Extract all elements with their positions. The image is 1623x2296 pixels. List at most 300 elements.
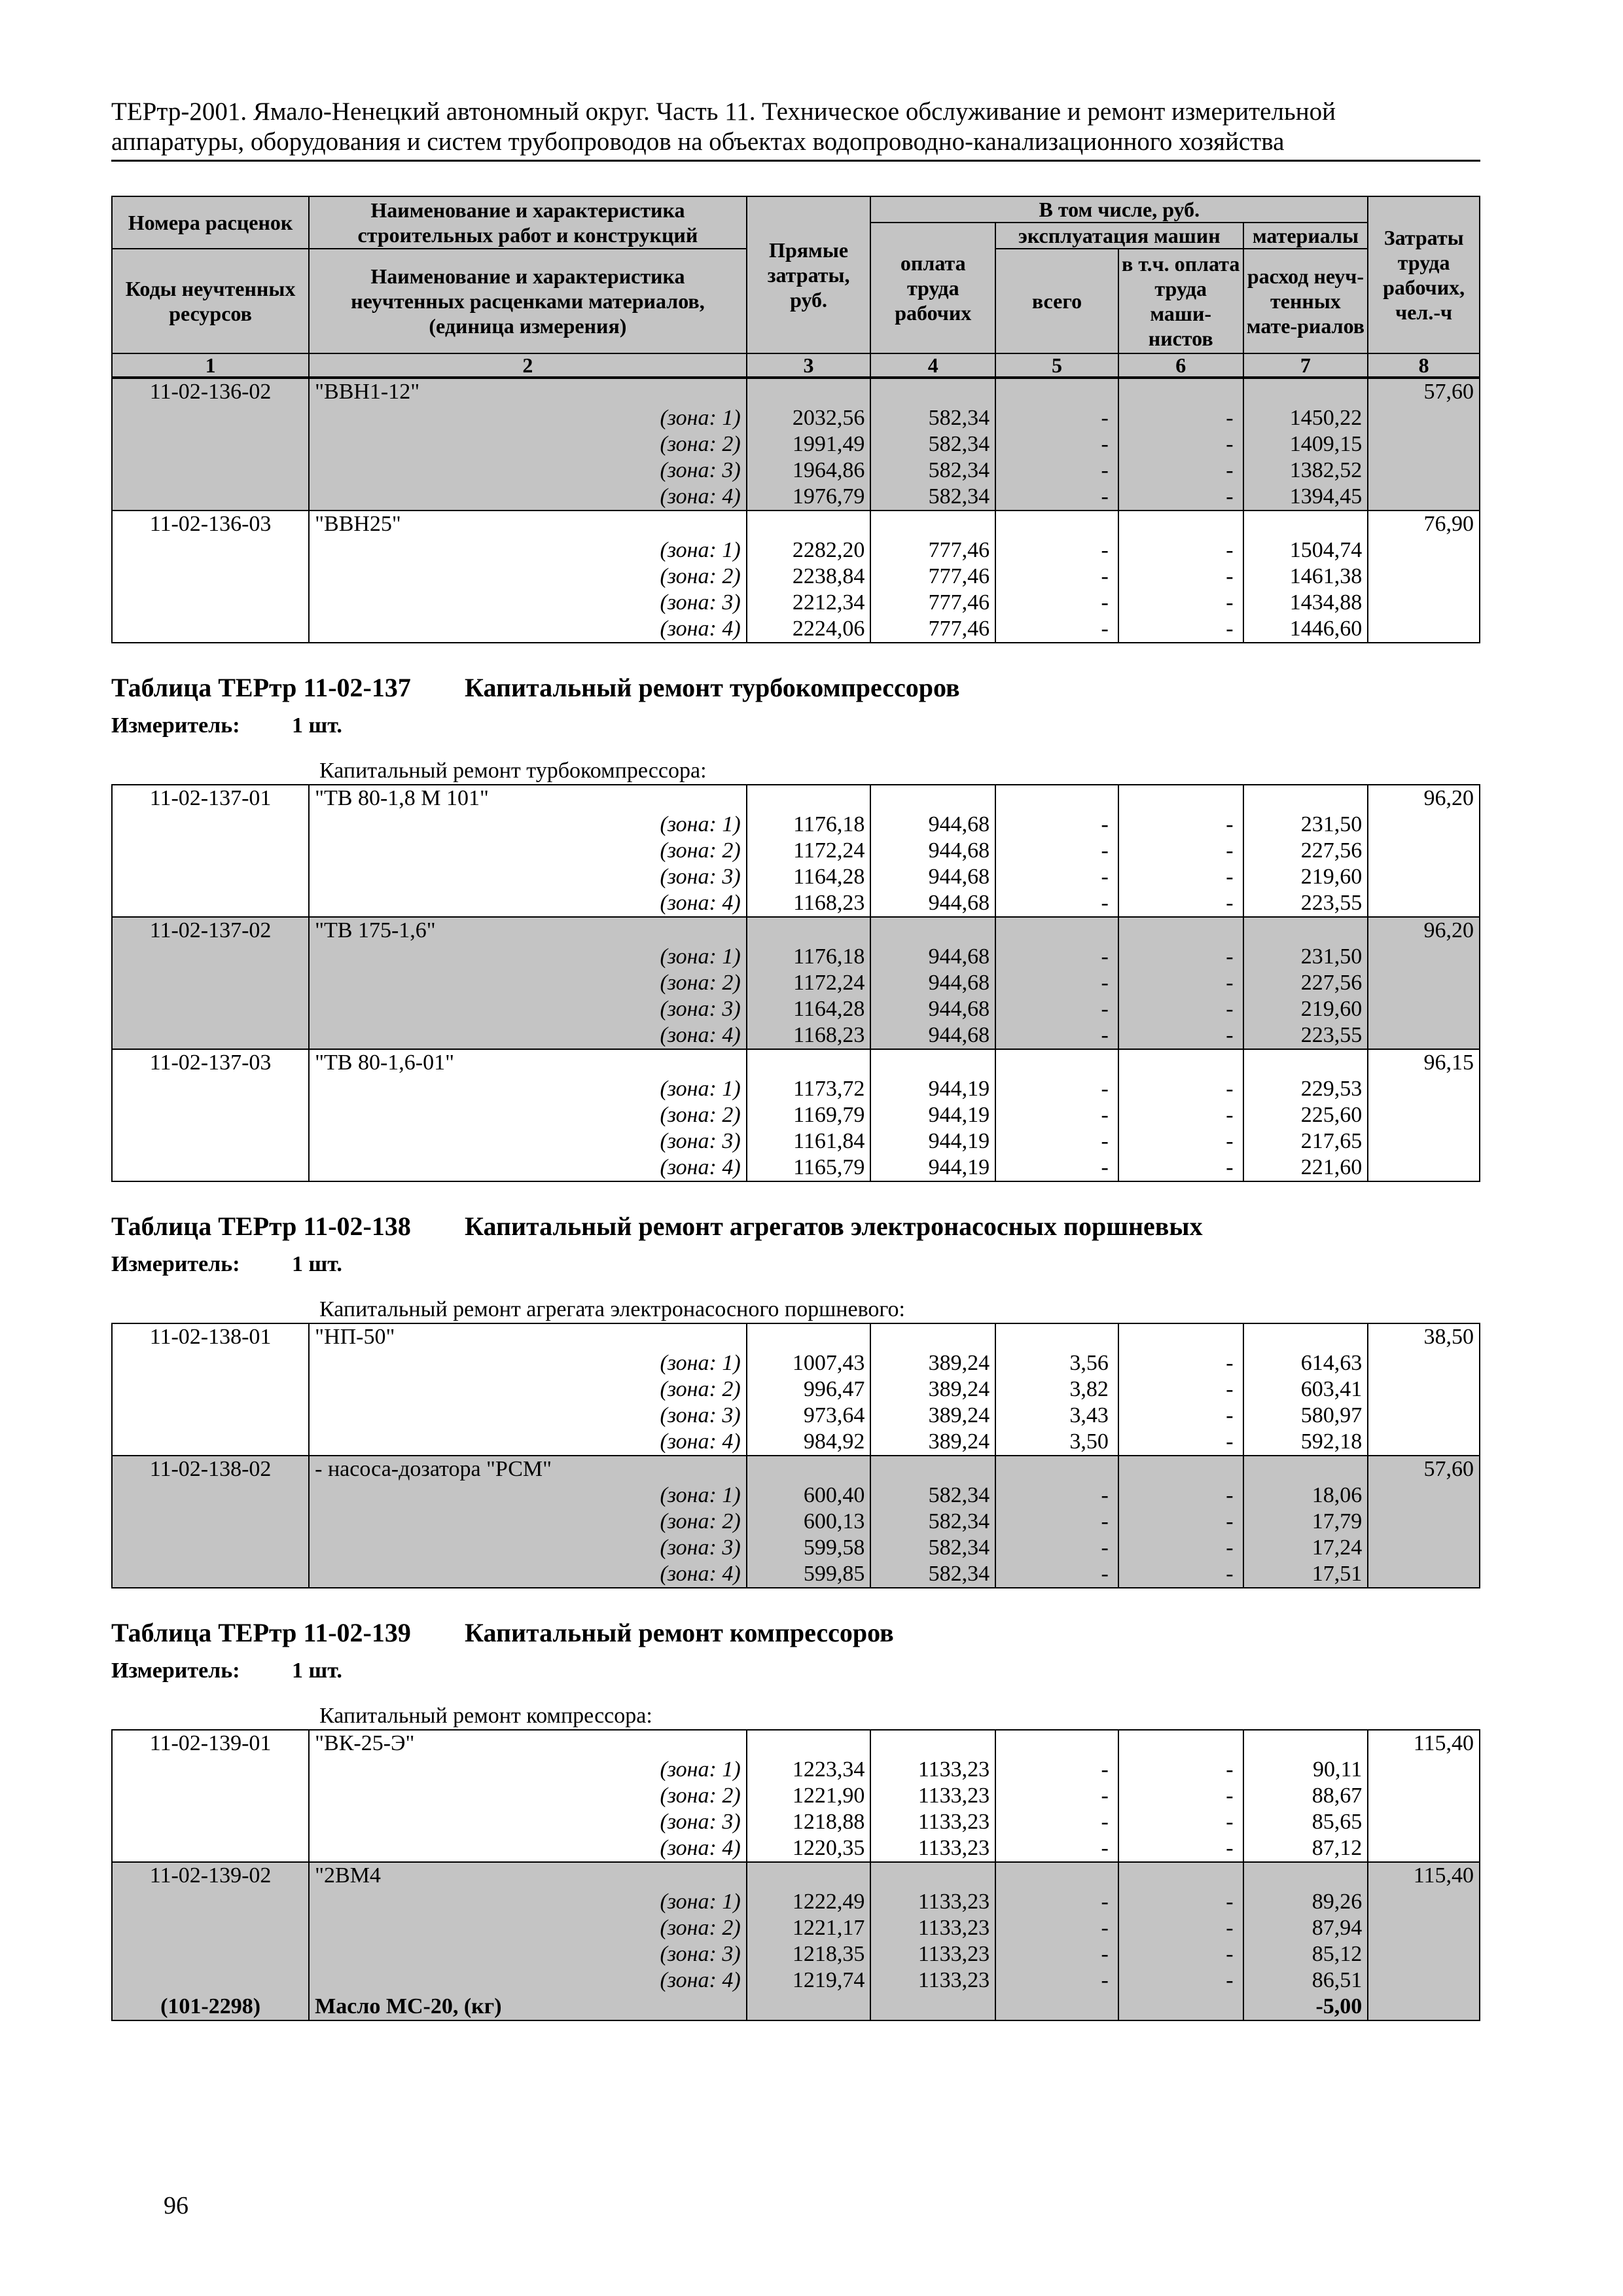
labor-cost: 96,20 — [1368, 785, 1480, 812]
machinist-wages: - — [1118, 1482, 1243, 1509]
rate-name: "ВВН1-12" — [309, 378, 747, 405]
direct-costs: 1172,24 — [747, 838, 871, 864]
header-machine-operation: эксплуатация машин — [995, 223, 1243, 249]
section-table-code: Таблица ТЕРтр 11-02-138 — [111, 1211, 411, 1241]
material-costs: 219,60 — [1243, 864, 1368, 890]
section-title — [111, 1211, 1480, 1242]
zone-label: (зона: 2) — [309, 1915, 747, 1941]
zone-row — [112, 1022, 1480, 1049]
empty-cell — [112, 1535, 309, 1561]
empty-cell — [1243, 917, 1368, 944]
empty-cell — [112, 944, 309, 970]
zone-label: (зона: 1) — [309, 405, 747, 431]
empty-cell — [112, 1155, 309, 1181]
machinist-wages: - — [1118, 838, 1243, 864]
empty-cell — [1368, 590, 1480, 616]
empty-cell — [112, 1889, 309, 1915]
empty-cell — [1243, 1730, 1368, 1757]
direct-costs: 599,85 — [747, 1561, 871, 1588]
machinist-wages: - — [1118, 1941, 1243, 1967]
direct-costs: 1964,86 — [747, 457, 871, 484]
header-resource-codes: Коды неучтенных ресурсов — [112, 249, 309, 353]
material-costs: 17,51 — [1243, 1561, 1368, 1588]
zone-row — [112, 1783, 1480, 1809]
material-costs: 86,51 — [1243, 1967, 1368, 1994]
unaccounted-material-row — [112, 1994, 1480, 2020]
empty-cell — [1368, 1915, 1480, 1941]
empty-cell — [1368, 484, 1480, 511]
empty-cell — [995, 1456, 1118, 1482]
section-table-name: Капитальный ремонт турбокомпрессоров — [465, 673, 960, 702]
zone-label: (зона: 1) — [309, 1482, 747, 1509]
machinist-wages: - — [1118, 1350, 1243, 1376]
material-costs: 225,60 — [1243, 1102, 1368, 1128]
empty-cell — [995, 1323, 1118, 1350]
worker-wages: 1133,23 — [870, 1889, 995, 1915]
empty-cell — [1368, 1889, 1480, 1915]
zone-row — [112, 564, 1480, 590]
machinist-wages: - — [1118, 537, 1243, 564]
machine-costs: 3,82 — [995, 1376, 1118, 1403]
worker-wages: 777,46 — [870, 537, 995, 564]
rate-group-row — [112, 378, 1480, 405]
direct-costs: 1219,74 — [747, 1967, 871, 1994]
material-costs: 614,63 — [1243, 1350, 1368, 1376]
zone-row — [112, 1509, 1480, 1535]
rate-name: "НП-50" — [309, 1323, 747, 1350]
zone-label: (зона: 3) — [309, 1128, 747, 1155]
section-measure — [111, 1659, 1480, 1683]
empty-cell — [1368, 944, 1480, 970]
zone-label: (зона: 4) — [309, 484, 747, 511]
header-including: В том числе, руб. — [870, 196, 1368, 223]
empty-cell — [1368, 1994, 1480, 2020]
labor-cost: 96,15 — [1368, 1049, 1480, 1076]
empty-cell — [112, 1482, 309, 1509]
material-consumption: -5,00 — [1243, 1994, 1368, 2020]
zone-row — [112, 1128, 1480, 1155]
machinist-wages: - — [1118, 970, 1243, 996]
empty-cell — [1368, 1535, 1480, 1561]
empty-cell — [995, 511, 1118, 537]
machinist-wages: - — [1118, 1889, 1243, 1915]
zone-label: (зона: 2) — [309, 1509, 747, 1535]
zone-row — [112, 431, 1480, 457]
empty-cell — [1368, 564, 1480, 590]
material-costs: 1434,88 — [1243, 590, 1368, 616]
empty-cell — [1368, 838, 1480, 864]
direct-costs: 599,58 — [747, 1535, 871, 1561]
empty-cell — [870, 378, 995, 405]
empty-cell — [112, 838, 309, 864]
machinist-wages: - — [1118, 1155, 1243, 1181]
direct-costs: 1221,90 — [747, 1783, 871, 1809]
direct-costs: 1222,49 — [747, 1889, 871, 1915]
document-page — [111, 97, 1480, 2021]
machinist-wages: - — [1118, 1535, 1243, 1561]
direct-costs: 1991,49 — [747, 431, 871, 457]
machine-costs: - — [995, 457, 1118, 484]
empty-cell — [112, 1509, 309, 1535]
rate-table — [111, 378, 1480, 643]
empty-cell — [1243, 1049, 1368, 1076]
empty-cell — [112, 1757, 309, 1783]
empty-cell — [1368, 537, 1480, 564]
empty-cell — [995, 1862, 1118, 1889]
empty-cell — [1368, 1350, 1480, 1376]
empty-cell — [870, 1994, 995, 2020]
machinist-wages: - — [1118, 812, 1243, 838]
empty-cell — [1368, 1429, 1480, 1456]
direct-costs: 600,40 — [747, 1482, 871, 1509]
material-costs: 87,94 — [1243, 1915, 1368, 1941]
worker-wages: 944,68 — [870, 864, 995, 890]
empty-cell — [1243, 1456, 1368, 1482]
machinist-wages: - — [1118, 1102, 1243, 1128]
empty-cell — [870, 1862, 995, 1889]
material-costs: 1409,15 — [1243, 431, 1368, 457]
machine-costs: - — [995, 1967, 1118, 1994]
empty-cell — [1368, 431, 1480, 457]
material-costs: 227,56 — [1243, 970, 1368, 996]
material-costs: 217,65 — [1243, 1128, 1368, 1155]
empty-cell — [112, 1128, 309, 1155]
rate-group-row — [112, 785, 1480, 812]
worker-wages: 1133,23 — [870, 1835, 995, 1862]
rate-name: - насоса-дозатора "РСМ" — [309, 1456, 747, 1482]
worker-wages: 582,34 — [870, 431, 995, 457]
zone-label: (зона: 2) — [309, 1783, 747, 1809]
zone-label: (зона: 3) — [309, 1941, 747, 1967]
machine-costs: - — [995, 1889, 1118, 1915]
zone-row — [112, 1561, 1480, 1588]
empty-cell — [1118, 1323, 1243, 1350]
direct-costs: 1223,34 — [747, 1757, 871, 1783]
empty-cell — [112, 1076, 309, 1102]
zone-label: (зона: 4) — [309, 890, 747, 917]
material-costs: 231,50 — [1243, 812, 1368, 838]
empty-cell — [112, 564, 309, 590]
col-number: 1 — [112, 353, 309, 377]
rate-group-row — [112, 511, 1480, 537]
direct-costs: 2224,06 — [747, 616, 871, 643]
material-name: Масло МС-20, (кг) — [309, 1994, 747, 2020]
col-number: 3 — [747, 353, 871, 377]
direct-costs: 1218,88 — [747, 1809, 871, 1835]
empty-cell — [1118, 917, 1243, 944]
col-number: 4 — [870, 353, 995, 377]
col-number: 8 — [1368, 353, 1480, 377]
labor-cost: 76,90 — [1368, 511, 1480, 537]
direct-costs: 1164,28 — [747, 864, 871, 890]
zone-row — [112, 1350, 1480, 1376]
material-costs: 603,41 — [1243, 1376, 1368, 1403]
zone-label: (зона: 1) — [309, 537, 747, 564]
empty-cell — [112, 1022, 309, 1049]
zone-label: (зона: 4) — [309, 1967, 747, 1994]
zone-label: (зона: 2) — [309, 1376, 747, 1403]
header-direct-costs: Прямые затраты, руб. — [747, 196, 871, 353]
header-work-name: Наименование и характеристика строительных работ и конструкций — [309, 196, 747, 249]
material-costs: 580,97 — [1243, 1403, 1368, 1429]
direct-costs: 1168,23 — [747, 890, 871, 917]
rate-code: 11-02-136-03 — [112, 511, 309, 537]
machinist-wages: - — [1118, 996, 1243, 1022]
machinist-wages: - — [1118, 564, 1243, 590]
zone-label: (зона: 4) — [309, 1835, 747, 1862]
zone-label: (зона: 3) — [309, 864, 747, 890]
direct-costs: 1165,79 — [747, 1155, 871, 1181]
zone-row — [112, 890, 1480, 917]
empty-cell — [870, 785, 995, 812]
empty-cell — [995, 378, 1118, 405]
worker-wages: 944,68 — [870, 970, 995, 996]
empty-cell — [747, 511, 871, 537]
material-costs: 89,26 — [1243, 1889, 1368, 1915]
machinist-wages: - — [1118, 1022, 1243, 1049]
empty-cell — [112, 996, 309, 1022]
empty-cell — [1368, 1835, 1480, 1862]
machine-costs: - — [995, 1561, 1118, 1588]
worker-wages: 944,68 — [870, 996, 995, 1022]
empty-cell — [1243, 1323, 1368, 1350]
direct-costs: 1007,43 — [747, 1350, 871, 1376]
direct-costs: 1168,23 — [747, 1022, 871, 1049]
zone-row — [112, 1376, 1480, 1403]
zone-label: (зона: 4) — [309, 1022, 747, 1049]
empty-cell — [870, 1049, 995, 1076]
empty-cell — [1368, 1155, 1480, 1181]
header-machines-total: всего — [995, 249, 1118, 353]
rate-table — [111, 1729, 1480, 2021]
direct-costs: 2282,20 — [747, 537, 871, 564]
header-material-name: Наименование и характеристика неучтенных расценками материалов, (единица измерения) — [309, 249, 747, 353]
zone-label: (зона: 2) — [309, 1102, 747, 1128]
material-costs: 17,24 — [1243, 1535, 1368, 1561]
measure-label: Измеритель: — [111, 1659, 240, 1683]
material-costs: 1450,22 — [1243, 405, 1368, 431]
direct-costs: 1161,84 — [747, 1128, 871, 1155]
zone-label: (зона: 2) — [309, 564, 747, 590]
rate-group-row — [112, 1730, 1480, 1757]
machinist-wages: - — [1118, 1783, 1243, 1809]
empty-cell — [747, 1049, 871, 1076]
rate-name: "ТВ 80-1,6-01" — [309, 1049, 747, 1076]
worker-wages: 944,19 — [870, 1128, 995, 1155]
zone-label: (зона: 3) — [309, 1403, 747, 1429]
zone-label: (зона: 1) — [309, 944, 747, 970]
empty-cell — [112, 537, 309, 564]
rate-code: 11-02-137-02 — [112, 917, 309, 944]
empty-cell — [1368, 1509, 1480, 1535]
labor-cost: 57,60 — [1368, 378, 1480, 405]
zone-label: (зона: 3) — [309, 1809, 747, 1835]
empty-cell — [1368, 1102, 1480, 1128]
worker-wages: 1133,23 — [870, 1967, 995, 1994]
empty-cell — [1368, 996, 1480, 1022]
machinist-wages: - — [1118, 890, 1243, 917]
rate-name: "ВК-25-Э" — [309, 1730, 747, 1757]
zone-label: (зона: 4) — [309, 1429, 747, 1456]
worker-wages: 1133,23 — [870, 1941, 995, 1967]
rate-group-row — [112, 917, 1480, 944]
direct-costs: 1176,18 — [747, 812, 871, 838]
zone-row — [112, 1809, 1480, 1835]
section-subtitle: Капитальный ремонт агрегата электронасосного поршневого: — [319, 1297, 905, 1321]
machine-costs: - — [995, 1022, 1118, 1049]
zone-row — [112, 1403, 1480, 1429]
header-machinist-wages: в т.ч. оплата труда маши-нистов — [1118, 249, 1243, 353]
empty-cell — [1118, 1994, 1243, 2020]
empty-cell — [747, 1730, 871, 1757]
empty-cell — [112, 1941, 309, 1967]
machinist-wages: - — [1118, 1809, 1243, 1835]
empty-cell — [747, 785, 871, 812]
worker-wages: 389,24 — [870, 1350, 995, 1376]
zone-row — [112, 590, 1480, 616]
material-costs: 18,06 — [1243, 1482, 1368, 1509]
empty-cell — [1243, 511, 1368, 537]
empty-cell — [995, 917, 1118, 944]
empty-cell — [1368, 616, 1480, 643]
empty-cell — [870, 1456, 995, 1482]
section-subtitle: Капитальный ремонт компрессора: — [319, 1704, 652, 1728]
empty-cell — [870, 1323, 995, 1350]
machinist-wages: - — [1118, 944, 1243, 970]
measure-value: 1 шт. — [292, 1252, 342, 1276]
empty-cell — [112, 1376, 309, 1403]
machine-costs: - — [995, 616, 1118, 643]
machine-costs: - — [995, 890, 1118, 917]
section-subtitle: Капитальный ремонт турбокомпрессора: — [319, 759, 707, 783]
direct-costs: 996,47 — [747, 1376, 871, 1403]
empty-cell — [1368, 1757, 1480, 1783]
header-line-1: ТЕРтр-2001. Ямало-Ненецкий автономный округ. Часть 11. Техническое обслуживание и ремонт измерительной — [111, 98, 1336, 126]
empty-cell — [1118, 1456, 1243, 1482]
empty-cell — [1368, 1076, 1480, 1102]
machinist-wages: - — [1118, 864, 1243, 890]
machine-costs: - — [995, 838, 1118, 864]
empty-cell — [1368, 1482, 1480, 1509]
direct-costs: 600,13 — [747, 1509, 871, 1535]
rate-name: "ВВН25" — [309, 511, 747, 537]
rate-name: "ТВ 80-1,8 М 101" — [309, 785, 747, 812]
col-number: 5 — [995, 353, 1118, 377]
zone-row — [112, 1835, 1480, 1862]
machinist-wages: - — [1118, 1561, 1243, 1588]
machine-costs: - — [995, 1076, 1118, 1102]
empty-cell — [1118, 378, 1243, 405]
empty-cell — [112, 457, 309, 484]
empty-cell — [112, 616, 309, 643]
direct-costs: 2238,84 — [747, 564, 871, 590]
material-costs: 219,60 — [1243, 996, 1368, 1022]
labor-cost: 57,60 — [1368, 1456, 1480, 1482]
direct-costs: 1218,35 — [747, 1941, 871, 1967]
machine-costs: - — [995, 564, 1118, 590]
labor-cost: 115,40 — [1368, 1862, 1480, 1889]
empty-cell — [1368, 1022, 1480, 1049]
direct-costs: 2032,56 — [747, 405, 871, 431]
machinist-wages: - — [1118, 457, 1243, 484]
zone-label: (зона: 1) — [309, 1350, 747, 1376]
empty-cell — [1118, 1862, 1243, 1889]
machine-costs: - — [995, 944, 1118, 970]
machine-costs: 3,50 — [995, 1429, 1118, 1456]
section-table-code: Таблица ТЕРтр 11-02-137 — [111, 673, 411, 702]
empty-cell — [1243, 785, 1368, 812]
zone-row — [112, 1429, 1480, 1456]
empty-cell — [995, 1049, 1118, 1076]
empty-cell — [747, 917, 871, 944]
machine-costs: - — [995, 812, 1118, 838]
zone-label: (зона: 3) — [309, 457, 747, 484]
machine-costs: - — [995, 1915, 1118, 1941]
empty-cell — [747, 1994, 871, 2020]
empty-cell — [747, 378, 871, 405]
empty-cell — [1368, 1403, 1480, 1429]
worker-wages: 389,24 — [870, 1376, 995, 1403]
machinist-wages: - — [1118, 1429, 1243, 1456]
direct-costs: 1221,17 — [747, 1915, 871, 1941]
machine-costs: - — [995, 431, 1118, 457]
col-number: 6 — [1118, 353, 1243, 377]
direct-costs: 1173,72 — [747, 1076, 871, 1102]
empty-cell — [747, 1862, 871, 1889]
empty-cell — [112, 890, 309, 917]
empty-cell — [1368, 864, 1480, 890]
material-costs: 223,55 — [1243, 890, 1368, 917]
empty-cell — [112, 1967, 309, 1994]
zone-label: (зона: 3) — [309, 1535, 747, 1561]
zone-row — [112, 457, 1480, 484]
machinist-wages: - — [1118, 405, 1243, 431]
section-title — [111, 1617, 1480, 1648]
worker-wages: 389,24 — [870, 1429, 995, 1456]
zone-row — [112, 996, 1480, 1022]
zone-row — [112, 944, 1480, 970]
machinist-wages: - — [1118, 1509, 1243, 1535]
zone-row — [112, 970, 1480, 996]
material-costs: 87,12 — [1243, 1835, 1368, 1862]
machine-costs: - — [995, 1809, 1118, 1835]
worker-wages: 944,68 — [870, 1022, 995, 1049]
machine-costs: - — [995, 1757, 1118, 1783]
worker-wages: 1133,23 — [870, 1915, 995, 1941]
col-number: 2 — [309, 353, 747, 377]
zone-row — [112, 1967, 1480, 1994]
header-unaccounted-materials: расход неуч-тенных мате-риалов — [1243, 249, 1368, 353]
empty-cell — [1368, 1376, 1480, 1403]
rate-code: 11-02-136-02 — [112, 378, 309, 405]
empty-cell — [1368, 1967, 1480, 1994]
material-costs: 229,53 — [1243, 1076, 1368, 1102]
header-materials: материалы — [1243, 223, 1368, 249]
machinist-wages: - — [1118, 590, 1243, 616]
machine-costs: - — [995, 1835, 1118, 1862]
empty-cell — [1368, 405, 1480, 431]
material-costs: 85,12 — [1243, 1941, 1368, 1967]
direct-costs: 973,64 — [747, 1403, 871, 1429]
rate-code: 11-02-139-02 — [112, 1862, 309, 1889]
empty-cell — [112, 1350, 309, 1376]
zone-row — [112, 838, 1480, 864]
material-costs: 88,67 — [1243, 1783, 1368, 1809]
zone-label: (зона: 1) — [309, 1889, 747, 1915]
machine-costs: 3,43 — [995, 1403, 1118, 1429]
table-column-header — [111, 196, 1480, 378]
zone-row — [112, 1941, 1480, 1967]
